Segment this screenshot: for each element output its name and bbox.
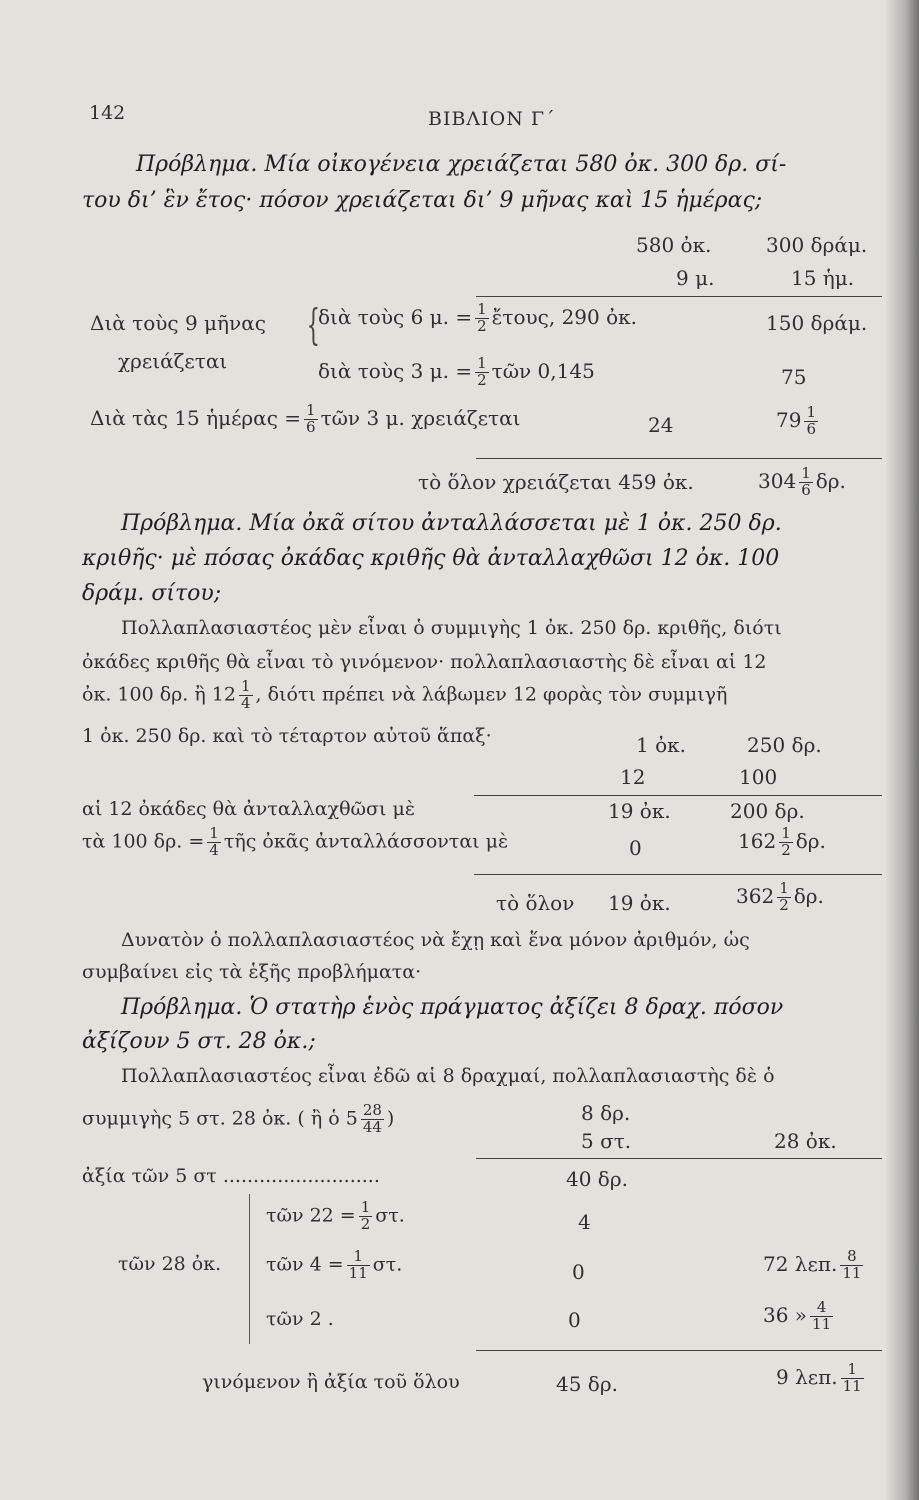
p1-row-6-months-drams: 150 δράμ.	[766, 311, 868, 335]
p3-value-5-stater-label: ἀξία τῶν 5 στ ..........................	[82, 1165, 380, 1187]
p3-text-line-1: Πολλαπλασιαστέος εἶναι ἐδῶ αἱ 8 δραχμαί, πολλαπλασιαστὴς δὲ ὁ	[121, 1065, 775, 1087]
p3-col-stater: 5 στ.	[581, 1129, 632, 1153]
problem-3-statement-line-2: ἀξίζουν 5 στ. 28 ὀκ.;	[82, 1029, 316, 1054]
p2-text-line-2: ὀκάδες κριθῆς θὰ εἶναι τὸ γινόμενον· πολλαπλασιαστὴς δὲ εἶναι αἱ 12	[82, 651, 767, 673]
p1-brace: {	[306, 300, 321, 349]
p3-value-5-stater-amount: 40 δρ.	[566, 1167, 628, 1191]
p1-total: τὸ ὅλον χρειάζεται 459 ὀκ.	[418, 470, 694, 494]
problem-1-statement-line-1: Πρόβλημα. Μία οἰκογένεια χρειάζεται 580 ὀκ. 300 δρ. σί-	[136, 152, 787, 177]
p2-text-line-4: 1 ὀκ. 250 δρ. καὶ τὸ τέταρτον αὐτοῦ ἅπαξ·	[82, 725, 492, 747]
p1-label-months: Διὰ τοὺς 9 μῆνας	[90, 311, 266, 335]
p3-col-drams: 8 δρ.	[581, 1101, 631, 1125]
p1-rule-2	[476, 458, 882, 459]
p2-total-ok: 19 ὀκ.	[608, 891, 671, 915]
p3-sub-4-drams: 0	[572, 1260, 585, 1284]
p2-text-line-1: Πολλαπλασιαστέος μὲν εἶναι ὁ συμμιγὴς 1 ὀκ. 250 δρ. κριθῆς, διότι	[121, 617, 782, 639]
p2-row-100-drams-ok: 0	[629, 836, 642, 860]
p1-row-3-months-drams: 75	[781, 365, 807, 389]
p3-sub-2-lepta: 36 » $\frac{4}{11}$	[763, 1298, 832, 1333]
p2-col-2-drams: 100	[739, 765, 778, 789]
p2-row-12-okades-dr: 200 δρ.	[730, 799, 805, 823]
p1-given-days: 15 ἡμ.	[791, 266, 855, 290]
problem-3-statement-line-1: Πρόβλημα. Ὁ στατὴρ ἑνὸς πράγματος ἀξίζει 8 δραχ. πόσον	[121, 995, 784, 1020]
p3-rule-2	[476, 1350, 882, 1351]
p2-total-label: τὸ ὅλον	[496, 891, 575, 915]
p1-rule-1	[476, 296, 882, 297]
p1-given-months: 9 μ.	[676, 266, 715, 290]
p2-row-100-drams: τὰ 100 δρ. = $\frac{1}{4}$ τῆς ὀκᾶς ἀνταλλάσσονται μὲ	[82, 824, 509, 859]
p3-sub-2-drams: 0	[568, 1308, 581, 1332]
problem-1-statement-line-2: του δι’ ἓν ἔτος· πόσον χρειάζεται δι’ 9 μῆνας καὶ 15 ἡμέρας;	[82, 188, 763, 213]
p2-col-1-okades: 1 ὀκ.	[636, 733, 686, 757]
p3-product-drams: 45 δρ.	[556, 1372, 618, 1396]
p1-given-drams: 300 δράμ.	[766, 233, 868, 257]
p3-of-28-okades: τῶν 28 ὀκ.	[118, 1253, 222, 1275]
page-edge-shadow	[885, 0, 919, 1500]
p1-label-needs: χρειάζεται	[118, 349, 228, 373]
p3-rule-1	[476, 1158, 882, 1159]
p1-total-drams: 304 $\frac{1}{6}$ δρ.	[758, 464, 846, 499]
mid-text-line-1: Δυνατὸν ὁ πολλαπλασιαστέος νὰ ἔχῃ καὶ ἕνα μόνον ἀριθμόν, ὡς	[121, 929, 750, 951]
problem-2-statement-line-1: Πρόβλημα. Μία ὀκᾶ σίτου ἀνταλλάσσεται μὲ 1 ὀκ. 250 δρ.	[121, 511, 782, 536]
p1-row-15-days: Διὰ τὰς 15 ἡμέρας = $\frac{1}{6}$ τῶν 3 μ. χρειάζεται	[90, 401, 521, 436]
mid-text-line-2: συμβαίνει εἰς τὰ ἑξῆς προβλήματα·	[82, 961, 422, 983]
p1-row-6-months: διὰ τοὺς 6 μ. = $\frac{1}{2}$ ἔτους, 290 ὀκ.	[318, 300, 638, 335]
problem-2-statement-line-3: δράμ. σίτου;	[82, 581, 222, 606]
p2-rule-1	[474, 795, 882, 796]
p3-sub-22-drams: 4	[578, 1210, 591, 1234]
problem-2-statement-line-2: κριθῆς· μὲ πόσας ὀκάδας κριθῆς θὰ ἀνταλλαχθῶσι 12 ὀκ. 100	[82, 546, 780, 571]
p3-product-lepta: 9 λεπ. $\frac{1}{11}$	[776, 1360, 862, 1395]
p2-row-12-okades-label: αἱ 12 ὀκάδες θὰ ἀνταλλαχθῶσι μὲ	[82, 798, 416, 820]
p3-sub-2: τῶν 2 .	[266, 1308, 334, 1330]
p3-product-label: γινόμενον ἢ ἀξία τοῦ ὅλου	[202, 1371, 460, 1393]
p3-sub-22: τῶν 22 = $\frac{1}{2}$ στ.	[266, 1198, 405, 1233]
p3-text-line-2: συμμιγὴς 5 στ. 28 ὀκ. ( ἢ ὁ 5 $\frac{28}{44}$ )	[82, 1101, 395, 1136]
p2-col-1-drams: 250 δρ.	[747, 733, 822, 757]
p3-sub-4-lepta: 72 λεπ. $\frac{8}{11}$	[763, 1247, 862, 1282]
p1-row-15-days-drams: 79 $\frac{1}{6}$	[776, 403, 816, 438]
p1-given-okades: 580 ὀκ.	[636, 233, 712, 257]
running-title: ΒΙΒΛΙΟΝ Γ΄	[428, 108, 556, 130]
p2-row-100-drams-dr: 162 $\frac{1}{2}$ δρ.	[738, 824, 826, 859]
p3-bracket	[249, 1194, 250, 1344]
p3-col-okades: 28 ὀκ.	[774, 1129, 837, 1153]
p1-row-15-days-okades: 24	[648, 413, 674, 437]
p2-total-dr: 362 $\frac{1}{2}$ δρ.	[736, 879, 824, 914]
p3-sub-4: τῶν 4 = $\frac{1}{11}$ στ.	[266, 1247, 403, 1282]
p2-col-2-okades: 12	[620, 765, 646, 789]
page-number: 142	[89, 102, 126, 124]
p2-rule-2	[474, 874, 882, 875]
p1-row-3-months: διὰ τοὺς 3 μ. = $\frac{1}{2}$ τῶν 0,145	[318, 354, 595, 389]
p2-row-12-okades-ok: 19 ὀκ.	[608, 799, 671, 823]
p2-text-line-3: ὀκ. 100 δρ. ἢ 12 $\frac{1}{4}$ , διότι πρέπει νὰ λάβωμεν 12 φορὰς τὸν συμμιγῆ	[82, 677, 728, 712]
